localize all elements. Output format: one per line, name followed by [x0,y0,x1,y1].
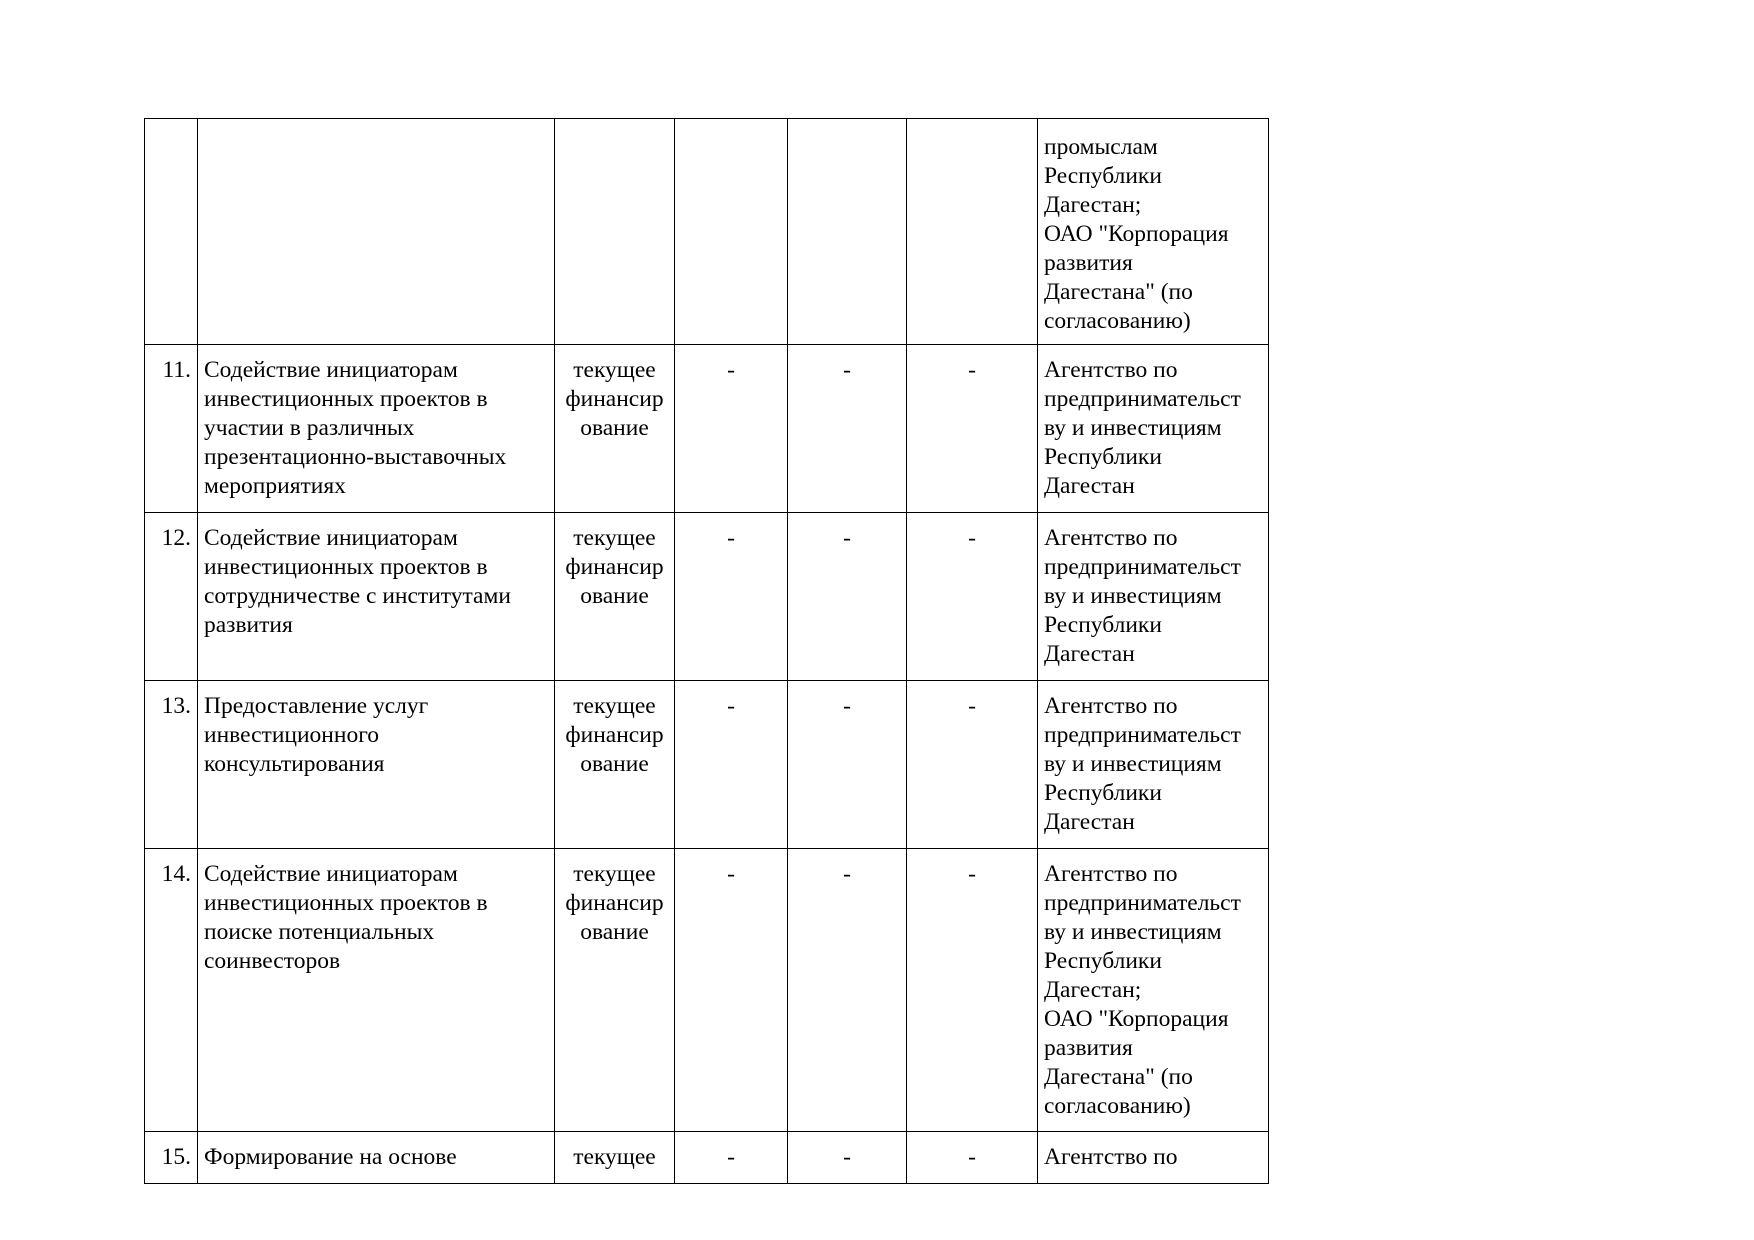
responsible-line: Республики [1044,948,1162,974]
responsible-line: развития [1044,1035,1133,1061]
cell-financing [555,1132,675,1184]
responsible-line: Дагестан [1044,641,1135,667]
cell-value-2: - [788,513,907,681]
cell-value-3: - [907,681,1038,849]
cell-number: 14. [145,849,198,1132]
cell-description [198,681,555,849]
description-line: участии в различных [204,415,415,441]
responsible-line: Дагестана" (по [1044,1064,1193,1090]
cell-value-2: - [788,681,907,849]
responsible-line: Дагестан; [1044,977,1142,1003]
financing-line: финансир [565,386,664,412]
cell-financing [555,513,675,681]
responsible-line: Дагестана" (по [1044,279,1193,305]
cell-responsible [1038,1132,1269,1184]
cell-value-1: - [675,345,788,513]
table-row [145,513,1269,681]
description-line: инвестиционных проектов в [204,554,488,580]
cell-value-1 [675,119,788,345]
cell-description [198,849,555,1132]
cell-value-2: - [788,345,907,513]
responsible-line: Агентство по [1044,1144,1178,1170]
description-line: мероприятиях [204,473,346,499]
cell-financing [555,681,675,849]
table-row [145,345,1269,513]
cell-value-3: - [907,345,1038,513]
cell-description [198,1132,555,1184]
description-line: инвестиционных проектов в [204,890,488,916]
financing-line: ование [580,415,649,441]
financing-line: финансир [565,554,664,580]
financing-line: текущее [573,525,656,551]
responsible-line: предпринимательст [1044,386,1241,412]
responsible-line: Республики [1044,612,1162,638]
responsible-line: Республики [1044,163,1162,189]
description-line: соинвесторов [204,948,341,974]
responsible-line: ОАО "Корпорация [1044,1006,1229,1032]
financing-line: текущее [573,861,656,887]
description-line: Содействие инициаторам [204,357,458,383]
table-row [145,849,1269,1132]
financing-line: текущее [573,357,656,383]
financing-line: текущее [573,1144,656,1170]
description-line: консультирования [204,751,385,777]
responsible-line: Агентство по [1044,861,1178,887]
responsible-line: предпринимательст [1044,890,1241,916]
responsible-line: согласованию) [1044,308,1191,334]
responsible-line: Республики [1044,444,1162,470]
responsible-line: предпринимательст [1044,554,1241,580]
responsible-line: ОАО "Корпорация [1044,221,1229,247]
description-line: развития [204,612,293,638]
responsible-line: согласованию) [1044,1093,1191,1119]
cell-value-1: - [675,1132,788,1184]
description-line: Предоставление услуг [204,693,429,719]
description-line: Формирование на основе [204,1144,457,1170]
cell-value-1: - [675,849,788,1132]
cell-value-1: - [675,681,788,849]
cell-value-2: - [788,849,907,1132]
cell-value-3 [907,119,1038,345]
cell-number: 13. [145,681,198,849]
cell-financing [555,119,675,345]
financing-line: финансир [565,890,664,916]
responsible-line: предпринимательст [1044,722,1241,748]
description-line: инвестиционных проектов в [204,386,488,412]
responsible-line: ву и инвестициям [1044,919,1222,945]
cell-financing [555,849,675,1132]
description-line: презентационно-выставочных [204,444,507,470]
cell-description [198,345,555,513]
responsible-line: ву и инвестициям [1044,583,1222,609]
cell-description [198,119,555,345]
responsible-line: Агентство по [1044,525,1178,551]
responsible-line: ву и инвестициям [1044,751,1222,777]
financing-line: текущее [573,693,656,719]
cell-number: 15. [145,1132,198,1184]
cell-responsible [1038,345,1269,513]
cell-value-3: - [907,849,1038,1132]
responsible-line: Агентство по [1044,693,1178,719]
description-line: сотрудничестве с институтами [204,583,511,609]
cell-number [145,119,198,345]
description-line: Содействие инициаторам [204,525,458,551]
cell-value-2 [788,119,907,345]
cell-responsible [1038,119,1269,345]
responsible-line: Дагестан [1044,473,1135,499]
responsible-line: Дагестан [1044,809,1135,835]
table-row-continuation [145,119,1269,345]
responsible-line: Агентство по [1044,357,1178,383]
cell-financing [555,345,675,513]
description-line: Содействие инициаторам [204,861,458,887]
table-row [145,1132,1269,1184]
responsible-line: развития [1044,250,1133,276]
cell-value-3: - [907,513,1038,681]
description-line: поиске потенциальных [204,919,435,945]
cell-responsible [1038,681,1269,849]
cell-description [198,513,555,681]
table-row [145,681,1269,849]
cell-responsible [1038,849,1269,1132]
financing-line: ование [580,583,649,609]
cell-value-3: - [907,1132,1038,1184]
financing-line: ование [580,751,649,777]
description-line: инвестиционного [204,722,380,748]
cell-number: 12. [145,513,198,681]
responsible-line: ву и инвестициям [1044,415,1222,441]
financing-line: финансир [565,722,664,748]
cell-value-2: - [788,1132,907,1184]
responsible-line: Дагестан; [1044,192,1142,218]
cell-responsible [1038,513,1269,681]
responsible-line: промыслам [1044,134,1158,160]
financing-line: ование [580,919,649,945]
cell-value-1: - [675,513,788,681]
responsible-line: Республики [1044,780,1162,806]
measures-table [144,118,1269,1184]
cell-number: 11. [145,345,198,513]
